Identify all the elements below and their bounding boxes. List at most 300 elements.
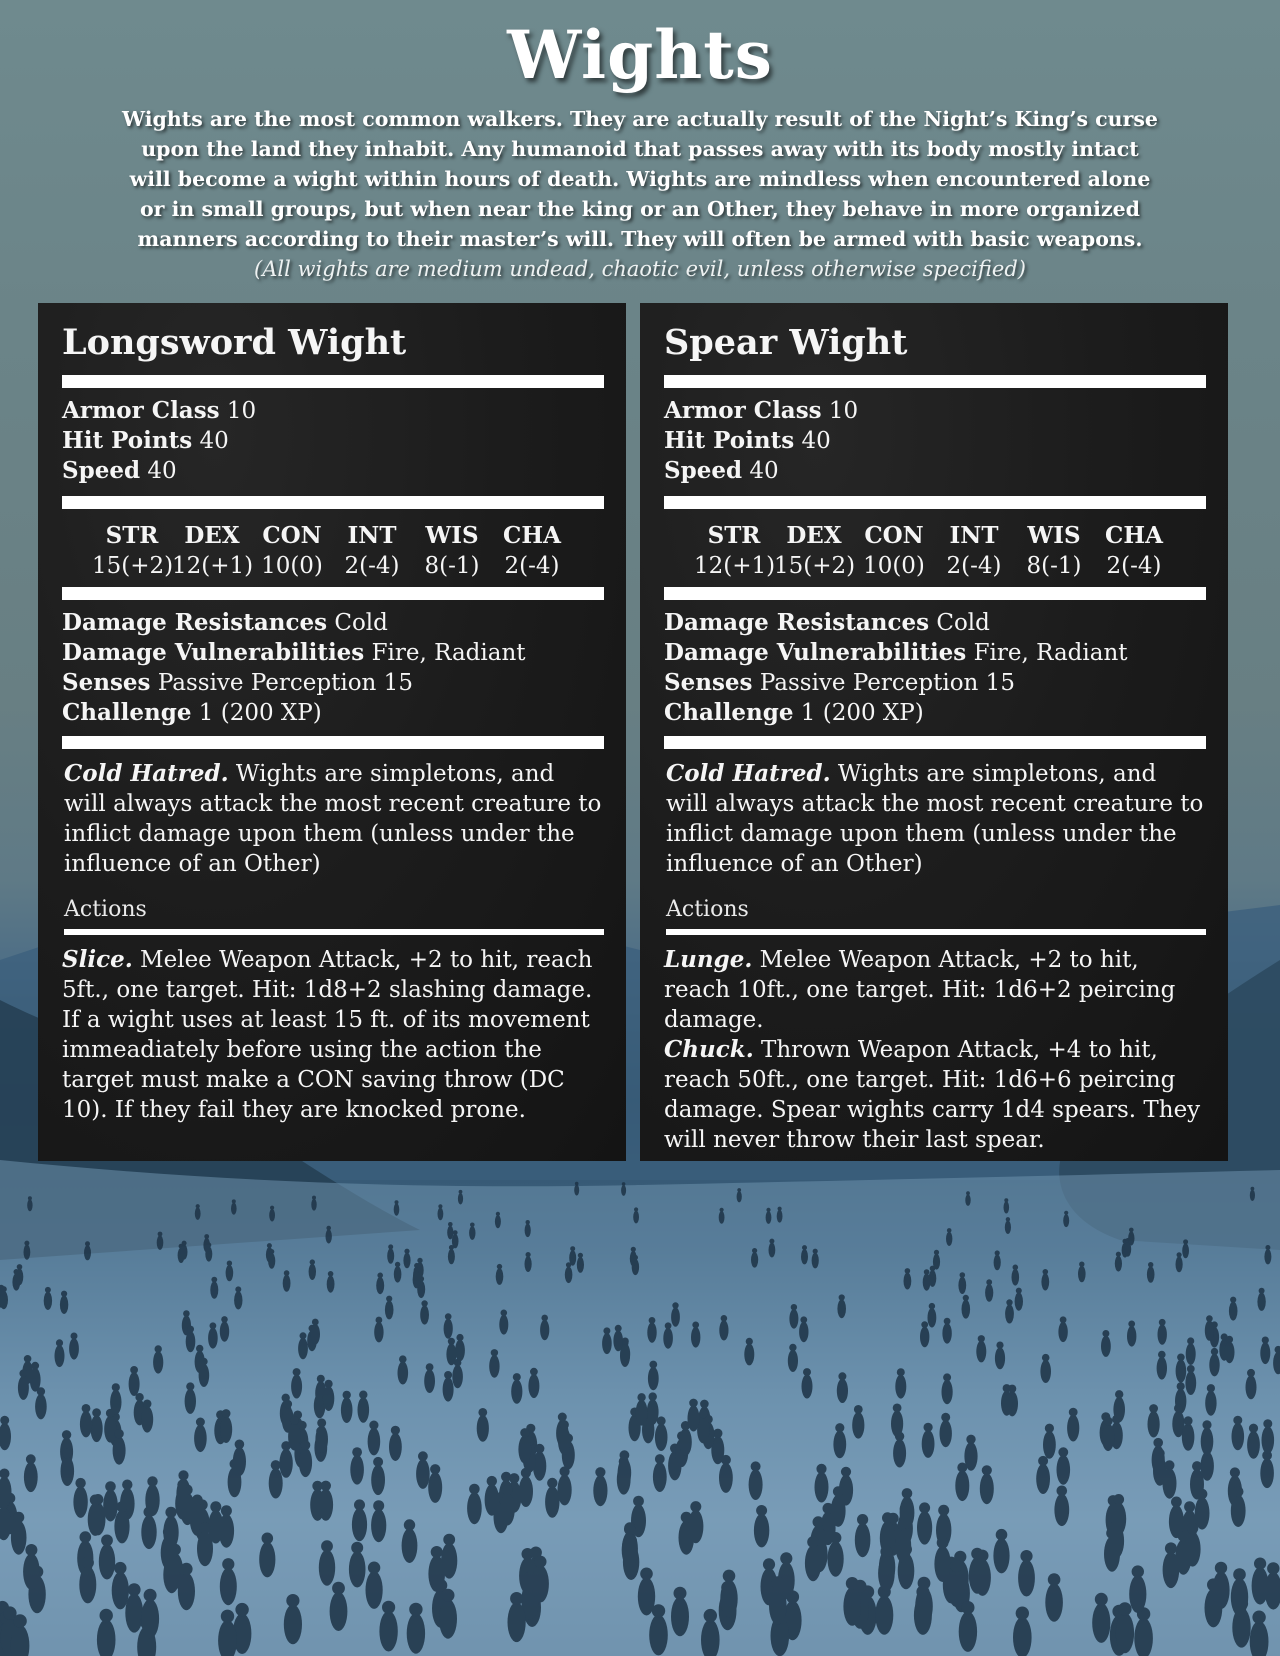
wight-figure	[837, 1379, 848, 1403]
trait-name: Cold Hatred.	[666, 760, 831, 787]
wight-figure	[878, 1555, 895, 1592]
wight-figure	[647, 1322, 656, 1343]
wight-figure-head	[221, 1610, 234, 1623]
wight-figure-head	[210, 1322, 217, 1329]
wight-figure	[525, 1224, 531, 1238]
wight-figure-head	[720, 1208, 724, 1212]
wight-figure	[349, 1551, 366, 1587]
wight-figure-head	[771, 1576, 784, 1589]
wight-figure	[458, 1193, 463, 1205]
trait-cold-hatred	[666, 759, 1204, 879]
wight-figure	[593, 1475, 607, 1506]
ability-name: STR	[707, 522, 761, 549]
wight-figure-head	[513, 1373, 521, 1381]
wight-figure-head	[1211, 1348, 1218, 1355]
wight-figure	[1176, 1256, 1183, 1272]
wight-figure-head	[122, 1480, 132, 1490]
wight-figure	[688, 1405, 700, 1431]
wight-figure	[618, 1458, 632, 1488]
wight-figure	[895, 1374, 906, 1398]
wight-figure-head	[857, 1514, 868, 1525]
wight-figure-head	[62, 1449, 72, 1459]
hit-points-value: 40	[801, 428, 831, 454]
wight-figure	[447, 1226, 453, 1240]
wight-figure	[831, 1495, 846, 1527]
wight-figure	[368, 1428, 381, 1456]
wight-figure-head	[317, 1418, 326, 1427]
wight-figure	[1012, 1269, 1020, 1286]
ability-dex	[172, 521, 252, 581]
wight-figure-head	[182, 1241, 187, 1246]
ability-name: CHA	[1105, 522, 1163, 549]
wight-figure	[691, 1327, 700, 1348]
wight-figure	[1209, 1354, 1219, 1377]
ability-value: 2(-4)	[344, 553, 400, 579]
wight-figure-head	[448, 1338, 455, 1345]
action-name: Slice.	[62, 946, 133, 973]
wight-figure	[648, 1367, 659, 1391]
wight-figure	[917, 1511, 932, 1545]
divider	[62, 736, 604, 749]
ability-name: CON	[864, 522, 924, 549]
wight-figure	[374, 1322, 383, 1343]
armor-class-label: Armor Class	[62, 397, 220, 424]
wight-figure-head	[813, 1249, 818, 1254]
wight-figure	[1262, 1426, 1275, 1454]
wight-figure	[1158, 1324, 1167, 1345]
wight-figure-head	[62, 1430, 71, 1439]
wight-figure-head	[1247, 1369, 1255, 1377]
wight-figure	[751, 1252, 758, 1268]
challenge-line	[664, 698, 1204, 728]
wight-figure-head	[269, 1249, 274, 1254]
wight-figure-head	[938, 1505, 949, 1516]
wight-figure	[398, 1361, 409, 1384]
wight-figure-head	[1069, 1408, 1078, 1417]
wight-figure-head	[101, 1535, 113, 1547]
damage-vulnerabilities-label: Damage Vulnerabilities	[664, 639, 967, 666]
wight-figure-head	[746, 1338, 753, 1345]
wight-figure-head	[657, 1416, 666, 1425]
trait-text: Wights are simpletons, and will always attack the most recent creature to inflict damage upon them (unless under the influence of an Other)	[666, 761, 1204, 877]
wight-figure-head	[128, 1583, 141, 1596]
wight-figure	[574, 1185, 579, 1196]
wight-figure-head	[502, 1485, 513, 1496]
wight-figure-head	[1016, 1607, 1029, 1620]
hit-points-line	[664, 426, 1204, 456]
wight-figure	[558, 1474, 572, 1505]
wight-figure-head	[963, 1295, 969, 1301]
wight-figure-head	[1177, 1354, 1185, 1362]
wight-figure-head	[995, 1250, 1000, 1255]
wight-figure-head	[633, 1496, 644, 1507]
wight-figure-head	[1006, 1299, 1012, 1305]
wight-figure-head	[578, 1253, 583, 1258]
wight-figure-head	[373, 1457, 383, 1467]
speed-value: 40	[749, 458, 779, 484]
wight-figure-head	[924, 1423, 933, 1432]
wight-figure	[655, 1423, 668, 1451]
wight-figure-head	[1104, 1417, 1113, 1426]
wight-figure-head	[100, 1609, 113, 1622]
wight-figure	[633, 1211, 639, 1224]
wight-figure-head	[158, 1232, 163, 1237]
wight-figure-head	[0, 1416, 9, 1425]
wight-figure	[1231, 1495, 1246, 1527]
wight-figure	[311, 1199, 316, 1211]
wight-figure	[1102, 1424, 1115, 1452]
wight-figure-head	[778, 1207, 782, 1211]
wight-figure	[855, 1523, 871, 1557]
ability-str	[92, 521, 172, 581]
wight-figure-head	[442, 1589, 455, 1602]
wight-figure	[974, 1559, 991, 1596]
wight-figure-head	[321, 1540, 333, 1552]
ability-value: 15(+2)	[774, 553, 856, 579]
wight-figure-head	[977, 1550, 989, 1562]
wight-figure-head	[325, 1380, 333, 1388]
wight-figure-head	[1048, 1573, 1061, 1586]
wight-figure	[413, 1271, 421, 1288]
wight-figure	[1005, 1221, 1011, 1234]
ability-value: 2(-4)	[504, 553, 560, 579]
wight-figure	[766, 1211, 772, 1224]
wight-figure	[900, 1496, 915, 1529]
wight-figure-head	[1095, 1593, 1108, 1606]
intro-note: (All wights are medium undead, chaotic evil, unless otherwise specified)	[254, 257, 1026, 281]
wight-figure	[671, 1307, 680, 1327]
wight-figure	[1128, 1231, 1134, 1245]
wight-figure	[1232, 1423, 1245, 1451]
wight-figure	[284, 1604, 302, 1644]
wight-figure	[485, 1484, 499, 1516]
wight-figure	[995, 1347, 1005, 1369]
wight-figure-head	[966, 1191, 970, 1195]
wight-figure-head	[147, 1476, 157, 1486]
wight-figure	[1045, 1583, 1063, 1622]
wight-figure	[403, 1253, 410, 1269]
wight-figure-head	[501, 1472, 511, 1482]
wight-figure	[985, 1284, 993, 1302]
wight-figure-head	[445, 1313, 452, 1320]
action-slice	[62, 945, 602, 1125]
wight-figure-head	[431, 1546, 443, 1558]
wight-figure	[1040, 1360, 1051, 1383]
wight-figure	[955, 1470, 969, 1501]
hit-points-label: Hit Points	[664, 427, 795, 454]
wight-figure-head	[71, 1333, 78, 1340]
damage-resistances-value: Cold	[936, 610, 990, 636]
wight-figure-head	[293, 1368, 301, 1376]
damage-resistances-label: Damage Resistances	[664, 609, 930, 636]
damage-resistances-label: Damage Resistances	[62, 609, 328, 636]
wight-figure-head	[235, 1440, 245, 1450]
wight-figure	[525, 1256, 532, 1272]
damage-vulnerabilities-line	[664, 638, 1204, 668]
wight-figure-head	[388, 1244, 393, 1249]
wight-figure-head	[321, 1481, 331, 1491]
wight-figure	[799, 1322, 808, 1343]
actions-divider	[666, 929, 1206, 935]
wight-figure-head	[196, 1418, 205, 1427]
wight-figure	[279, 1449, 292, 1478]
wight-figure	[828, 1541, 844, 1577]
wight-figure	[226, 1265, 234, 1282]
ability-value: 2(-4)	[946, 553, 1002, 579]
wight-figure	[569, 1250, 576, 1266]
wight-figure	[875, 1595, 893, 1634]
wight-figure	[789, 1309, 798, 1329]
wight-figure	[1182, 1243, 1189, 1258]
speed-line	[664, 456, 1204, 486]
wight-figure-head	[404, 1249, 409, 1254]
armor-class-line	[62, 396, 602, 426]
wight-figure	[933, 1254, 940, 1270]
wight-figure	[99, 1544, 115, 1580]
action-name: Chuck.	[664, 1036, 754, 1063]
wight-figure	[688, 1510, 703, 1544]
wight-figure-head	[187, 1326, 194, 1333]
wight-figure-head	[978, 1335, 985, 1342]
wight-figure-head	[1129, 1228, 1134, 1233]
wight-figure	[942, 1323, 951, 1344]
wight-figure-head	[756, 1505, 767, 1516]
wight-figure	[1018, 1560, 1035, 1597]
wight-figure-head	[689, 1399, 698, 1408]
wight-figure-head	[560, 1420, 569, 1429]
wight-figure-head	[1064, 1211, 1068, 1215]
wight-figure-head	[924, 1269, 930, 1275]
wight-figure-head	[312, 1196, 316, 1200]
wight-figure	[319, 1550, 335, 1586]
wight-figure	[1257, 1293, 1265, 1311]
wight-figure	[231, 1203, 237, 1215]
wight-figure	[104, 1416, 116, 1443]
wight-figure-head	[1187, 1337, 1194, 1344]
challenge-value: 1 (200 XP)	[800, 700, 924, 726]
wight-figure	[44, 1292, 52, 1310]
wight-figure	[141, 1599, 159, 1639]
wight-figure-head	[916, 1585, 929, 1598]
wight-figure	[268, 1253, 275, 1269]
wight-figure	[1186, 1343, 1196, 1365]
actions-heading: Actions	[666, 897, 749, 922]
wight-figure	[439, 1599, 457, 1639]
wight-figure-head	[443, 1534, 455, 1546]
wight-figure-head	[426, 1363, 434, 1371]
wight-figure-head	[1016, 1288, 1022, 1294]
wight-figure	[208, 1328, 218, 1349]
wight-figure-head	[996, 1529, 1008, 1541]
wight-figure	[371, 1509, 386, 1542]
divider	[664, 587, 1206, 600]
wight-figure	[1250, 1190, 1255, 1201]
wight-figure	[269, 1209, 275, 1222]
wight-figure-head	[1043, 1269, 1049, 1275]
wight-figure-head	[526, 1220, 530, 1224]
wight-figure-head	[1132, 1565, 1144, 1577]
wight-figure-head	[1165, 1542, 1177, 1554]
wight-figure-head	[665, 1322, 672, 1329]
wight-figure	[91, 1415, 103, 1442]
wight-figure	[114, 1510, 129, 1544]
ability-dex	[774, 521, 854, 581]
wight-figure	[327, 1276, 335, 1293]
wight-figure	[833, 1430, 846, 1458]
wight-figure	[940, 1420, 952, 1447]
wight-figure-head	[487, 1476, 497, 1486]
wight-figure	[394, 1203, 400, 1215]
wight-figure	[802, 1374, 813, 1398]
wight-figure-head	[751, 1461, 761, 1471]
wight-figure	[653, 1462, 667, 1492]
wight-figure-head	[1206, 1315, 1213, 1322]
wight-figure-head	[1020, 1550, 1032, 1562]
wight-figure-head	[310, 1259, 315, 1264]
wight-figure	[946, 1232, 952, 1246]
wight-figure	[1113, 1397, 1125, 1423]
wight-figure-head	[802, 1245, 807, 1250]
wight-figure	[428, 1472, 442, 1503]
wight-figure-head	[982, 1465, 992, 1475]
wight-figure-head	[655, 1454, 665, 1464]
hit-points-value: 40	[199, 428, 229, 454]
wight-figure-head	[45, 1287, 51, 1293]
wight-figure	[965, 1194, 970, 1206]
ability-name: CON	[262, 522, 322, 549]
wight-figure	[259, 1542, 275, 1578]
wight-figure-head	[24, 1241, 29, 1246]
ability-name: INT	[347, 522, 397, 549]
wight-figure	[341, 1397, 353, 1423]
wight-figure	[112, 1572, 129, 1610]
wight-figure-head	[1263, 1419, 1272, 1428]
wight-figure-head	[75, 1478, 85, 1488]
wight-figure-head	[622, 1182, 626, 1186]
wight-figure	[1260, 1342, 1270, 1364]
wight-figure	[1231, 1578, 1248, 1616]
wight-figure-head	[144, 1589, 157, 1602]
wight-figure	[387, 1248, 394, 1263]
wight-figure-head	[941, 1413, 950, 1422]
wight-figure	[744, 1343, 754, 1365]
wight-figure	[467, 1492, 482, 1524]
stat-block-spear-wight	[640, 303, 1228, 1161]
actions-divider	[64, 929, 604, 935]
ability-con	[252, 521, 332, 581]
wight-figure	[788, 1350, 798, 1372]
wight-figure	[444, 1319, 453, 1339]
wight-figure	[904, 1273, 912, 1290]
wight-figure	[1054, 1494, 1069, 1526]
wight-figure	[309, 1264, 316, 1280]
wight-figure-head	[25, 1544, 37, 1556]
wight-figure	[558, 1427, 571, 1455]
wight-figure-head	[1187, 1365, 1195, 1373]
wight-figure	[934, 1546, 950, 1582]
wight-figure	[928, 1308, 937, 1328]
wight-figure-head	[835, 1423, 844, 1432]
wight-figure	[129, 1372, 140, 1396]
speed-value: 40	[147, 458, 177, 484]
wight-figure-head	[640, 1568, 653, 1581]
wight-figure-head	[1202, 1420, 1211, 1429]
wight-figure	[1148, 1411, 1160, 1438]
wight-figure-head	[721, 1315, 728, 1322]
wight-figure-head	[221, 1505, 232, 1516]
wight-figure-head	[491, 1349, 498, 1356]
wight-figure	[993, 1538, 1009, 1573]
challenge-line	[62, 698, 602, 728]
wight-figure-head	[841, 1467, 851, 1477]
wight-figure-head	[469, 1484, 480, 1495]
wight-figure	[175, 1488, 190, 1520]
intro-paragraph: Wights are the most common walkers. They are actually result of the Night’s King’s curse upon the land they inhabit. Any humanoid that passes away with its body mostly intact will become a wight within hours of death. Wights are mindless when encountered alone or in small groups, but when near the king or an Other, they behave in more organized manners according to their master’s will. They will often be armed with basic weapons.	[122, 107, 1158, 251]
wight-figure-head	[37, 1387, 45, 1395]
wight-figure-head	[227, 1261, 232, 1266]
wight-figure-head	[328, 1271, 334, 1277]
damage-resistances-line	[62, 608, 602, 638]
wight-figure-head	[235, 1286, 241, 1292]
wight-figure-head	[1233, 1486, 1244, 1497]
wight-figure	[511, 1379, 522, 1403]
wight-figure-head	[80, 1531, 92, 1543]
wight-figure-head	[155, 1345, 162, 1352]
wight-figure	[1152, 1445, 1165, 1474]
wight-figure-head	[418, 1451, 428, 1461]
wight-figure-head	[114, 1429, 123, 1438]
wight-figure	[323, 1386, 334, 1411]
ability-con	[854, 521, 934, 581]
wight-figure-head	[961, 1601, 974, 1614]
damage-resistances-line	[664, 608, 1204, 638]
wight-figure-head	[1265, 1245, 1270, 1250]
wight-figure-head	[1259, 1288, 1265, 1294]
wight-figure-head	[352, 1447, 362, 1457]
wight-figure	[922, 1430, 935, 1458]
wight-figure-head	[943, 1373, 951, 1381]
wight-figure	[805, 1545, 821, 1581]
wight-figure-head	[177, 1480, 187, 1490]
armor-class-value: 10	[828, 398, 859, 424]
wight-figure	[994, 1255, 1001, 1271]
wight-figure-head	[1116, 1252, 1121, 1257]
stat-block-title: Longsword Wight	[62, 322, 407, 363]
wight-figure-head	[634, 1207, 638, 1211]
wight-figure	[1005, 1304, 1014, 1323]
wight-figure	[622, 1533, 638, 1568]
speed-label: Speed	[664, 457, 743, 484]
wight-figure	[737, 1191, 742, 1202]
senses-value: Passive Perception 15	[157, 670, 413, 696]
ability-value: 15(+2)	[92, 553, 174, 579]
wight-figure	[291, 1374, 302, 1398]
wight-figure-head	[813, 1516, 824, 1527]
wight-figure	[210, 1281, 218, 1299]
wight-figure	[948, 1570, 965, 1608]
wight-figure-head	[1003, 1384, 1011, 1392]
wight-figure	[402, 1528, 418, 1563]
wight-figure-head	[28, 1196, 32, 1200]
ability-name: DEX	[184, 522, 240, 549]
wight-figure-head	[937, 1537, 949, 1549]
wight-figure-head	[615, 1325, 622, 1332]
wight-figure-head	[112, 1383, 120, 1391]
ability-value: 12(+1)	[694, 553, 776, 579]
wight-figure-head	[1267, 1562, 1279, 1574]
wight-figure	[185, 1389, 196, 1414]
wight-figure	[163, 1556, 180, 1593]
